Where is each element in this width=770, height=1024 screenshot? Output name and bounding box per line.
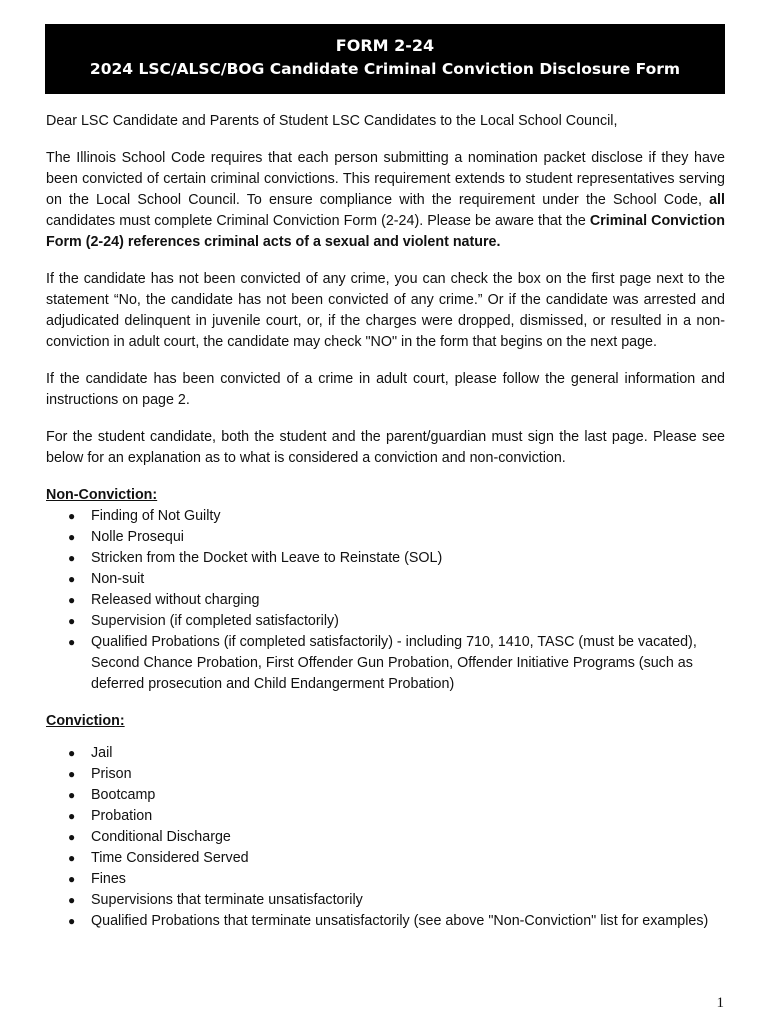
bullet-icon: ● bbox=[68, 788, 76, 802]
form-number: FORM 2-24 bbox=[335, 36, 435, 55]
list-item bbox=[46, 548, 725, 569]
list-item-text: Supervision (if completed satisfactorily) bbox=[91, 613, 339, 629]
bullet-icon: ● bbox=[68, 572, 76, 586]
list-item-text: Finding of Not Guilty bbox=[91, 508, 221, 524]
list-item-text: Fines bbox=[91, 871, 126, 887]
list-item-text: Qualified Probations (if completed satisfactorily) - including 710, 1410, TASC (must be vacated), Second Chance Probation, First Offender Gun Probation, Offender Initiative Programs (such as deferred prosecution and Child Endangerment Probation) bbox=[91, 634, 697, 692]
bullet-icon: ● bbox=[68, 872, 76, 886]
list-item-text: Stricken from the Docket with Leave to Reinstate (SOL) bbox=[91, 550, 443, 566]
list-item-text: Time Considered Served bbox=[91, 850, 249, 866]
paragraph-convicted: If the candidate has been convicted of a crime in adult court, please follow the general information and instructions on page 2. bbox=[46, 371, 725, 408]
bullet-icon: ● bbox=[68, 851, 76, 865]
list-item bbox=[46, 590, 725, 611]
form-header bbox=[45, 24, 725, 94]
conviction-list bbox=[46, 743, 725, 932]
list-item-text: Released without charging bbox=[91, 592, 260, 608]
bullet-icon: ● bbox=[68, 593, 76, 607]
page-number: 1 bbox=[716, 995, 724, 1011]
list-item bbox=[46, 743, 725, 764]
bullet-icon: ● bbox=[68, 635, 76, 649]
list-item bbox=[46, 827, 725, 848]
list-item-text: Non-suit bbox=[91, 571, 145, 587]
list-item-text: Probation bbox=[91, 808, 153, 824]
list-item bbox=[46, 527, 725, 548]
list-item-text: Jail bbox=[91, 745, 113, 761]
list-item bbox=[46, 911, 725, 932]
list-item bbox=[46, 806, 725, 827]
form-title: 2024 LSC/ALSC/BOG Candidate Criminal Conviction Disclosure Form bbox=[89, 60, 681, 78]
bullet-icon: ● bbox=[68, 509, 76, 523]
paragraph-school-code-text-a: The Illinois School Code requires that each person submitting a nomination packet disclose if they have been convicted of certain criminal convictions. This requirement extends to student representatives serving on the Local School Council. To ensure compliance with the requirement under the School Code, bbox=[46, 150, 725, 208]
list-item bbox=[46, 848, 725, 869]
paragraph-school-code-text-c: candidates must complete Criminal Conviction Form (2-24). Please be aware that the bbox=[46, 213, 590, 229]
bullet-icon: ● bbox=[68, 914, 76, 928]
non-conviction-title: Non-Conviction: bbox=[46, 487, 158, 503]
letter-body bbox=[46, 111, 725, 932]
list-item-text: Supervisions that terminate unsatisfactorily bbox=[91, 892, 363, 908]
emphasis-warning: Criminal Conviction Form (2-24) references criminal acts of a sexual and violent nature. bbox=[46, 213, 725, 250]
paragraph-school-code bbox=[46, 148, 725, 253]
list-item bbox=[46, 506, 725, 527]
paragraph-not-convicted: If the candidate has not been convicted of any crime, you can check the box on the first page next to the statement “No, the candidate has not been convicted of any crime.” Or if the candidate was arrested and adjudicated delinquent in juvenile court, or, if the charges were dropped, dismissed, or resulted in a non-conviction in adult court, the candidate may check "NO" in the form that begins on the next page. bbox=[46, 271, 725, 350]
list-item-text: Qualified Probations that terminate unsatisfactorily (see above "Non-Conviction" list for examples) bbox=[91, 913, 709, 929]
list-item bbox=[46, 890, 725, 911]
bullet-icon: ● bbox=[68, 746, 76, 760]
list-item bbox=[46, 785, 725, 806]
non-conviction-list bbox=[46, 506, 725, 695]
emphasis-all: all bbox=[709, 192, 725, 208]
list-item-text: Prison bbox=[91, 766, 132, 782]
list-item-text: Nolle Prosequi bbox=[91, 529, 184, 545]
list-item bbox=[46, 764, 725, 785]
bullet-icon: ● bbox=[68, 551, 76, 565]
salutation: Dear LSC Candidate and Parents of Student LSC Candidates to the Local School Council, bbox=[46, 113, 618, 129]
conviction-title: Conviction: bbox=[46, 713, 125, 729]
list-item bbox=[46, 632, 725, 695]
list-item bbox=[46, 569, 725, 590]
bullet-icon: ● bbox=[68, 767, 76, 781]
bullet-icon: ● bbox=[68, 809, 76, 823]
bullet-icon: ● bbox=[68, 830, 76, 844]
bullet-icon: ● bbox=[68, 893, 76, 907]
list-item-text: Conditional Discharge bbox=[91, 829, 231, 845]
list-item bbox=[46, 611, 725, 632]
bullet-icon: ● bbox=[68, 614, 76, 628]
paragraph-student-candidate: For the student candidate, both the student and the parent/guardian must sign the last page. Please see below for an explanation as to what is considered a conviction and non-conviction. bbox=[46, 429, 725, 466]
list-item bbox=[46, 869, 725, 890]
list-item-text: Bootcamp bbox=[91, 787, 156, 803]
bullet-icon: ● bbox=[68, 530, 76, 544]
